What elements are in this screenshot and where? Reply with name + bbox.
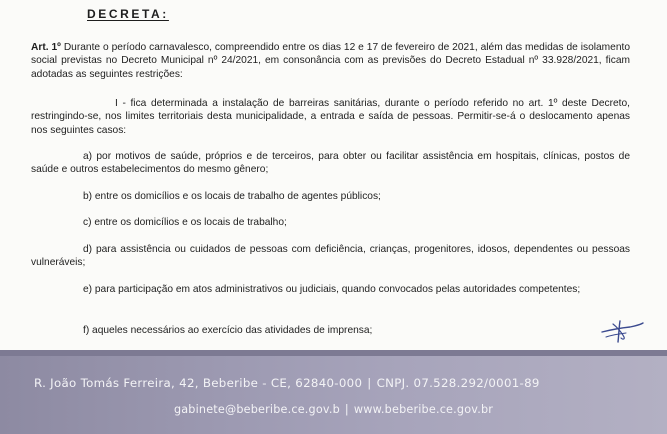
- item-e: e) para participação em atos administrativos ou judiciais, quando convocados pelas autoridades competentes;: [83, 284, 581, 295]
- footer-address-line: [34, 376, 634, 390]
- item-a: a) por motivos de saúde, próprios e de terceiros, para obter ou facilitar assistência em hospitais, clínicas, postos de saúde e outros estabelecimentos do mesmo gênero;: [31, 151, 630, 176]
- footer-contact-line: [0, 403, 667, 416]
- footer-address: R. João Tomás Ferreira, 42, Beberibe - CE, 62840-000: [34, 376, 363, 390]
- decree-heading: DECRETA:: [87, 7, 169, 21]
- footer-website[interactable]: www.beberibe.ce.gov.br: [353, 403, 494, 416]
- item-f: f) aqueles necessários ao exercício das atividades de imprensa;: [83, 325, 373, 336]
- item-d: d) para assistência ou cuidados de pessoas com deficiência, crianças, progenitores, idosos, dependentes ou pessoas vulneráveis;: [31, 244, 630, 269]
- footer-cnpj: CNPJ. 07.528.292/0001-89: [376, 376, 540, 390]
- footer-email[interactable]: gabinete@beberibe.ce.gov.b: [173, 403, 340, 416]
- footer: [0, 350, 667, 434]
- footer-separator-2: |: [344, 403, 349, 416]
- clause-i: I - fica determinada a instalação de barreiras sanitárias, durante o período referido no art. 1º deste Decreto, restringindo-se, nos limites territoriais desta municipalidade, a entrada e saída de pessoas. Permitir-se-á o deslocamento apenas nos seguintes casos:: [31, 98, 630, 136]
- footer-separator: |: [367, 376, 372, 390]
- footer-band: [0, 350, 667, 356]
- article-1: [31, 41, 630, 81]
- article-number: Art. 1º: [31, 42, 61, 53]
- article-text: Durante o período carnavalesco, compreendido entre os dias 12 e 17 de fevereiro de 2021, além das medidas de isolamento social previstas no Decreto Municipal nº 24/2021, em consonância com as previsões do Decreto Estadual nº 33.928/2021, ficam adotadas as seguintes restrições:: [31, 42, 630, 80]
- item-c: c) entre os domicílios e os locais de trabalho;: [83, 217, 287, 228]
- item-b: b) entre os domicílios e os locais de trabalho de agentes públicos;: [83, 191, 381, 202]
- signature-icon: [600, 318, 644, 344]
